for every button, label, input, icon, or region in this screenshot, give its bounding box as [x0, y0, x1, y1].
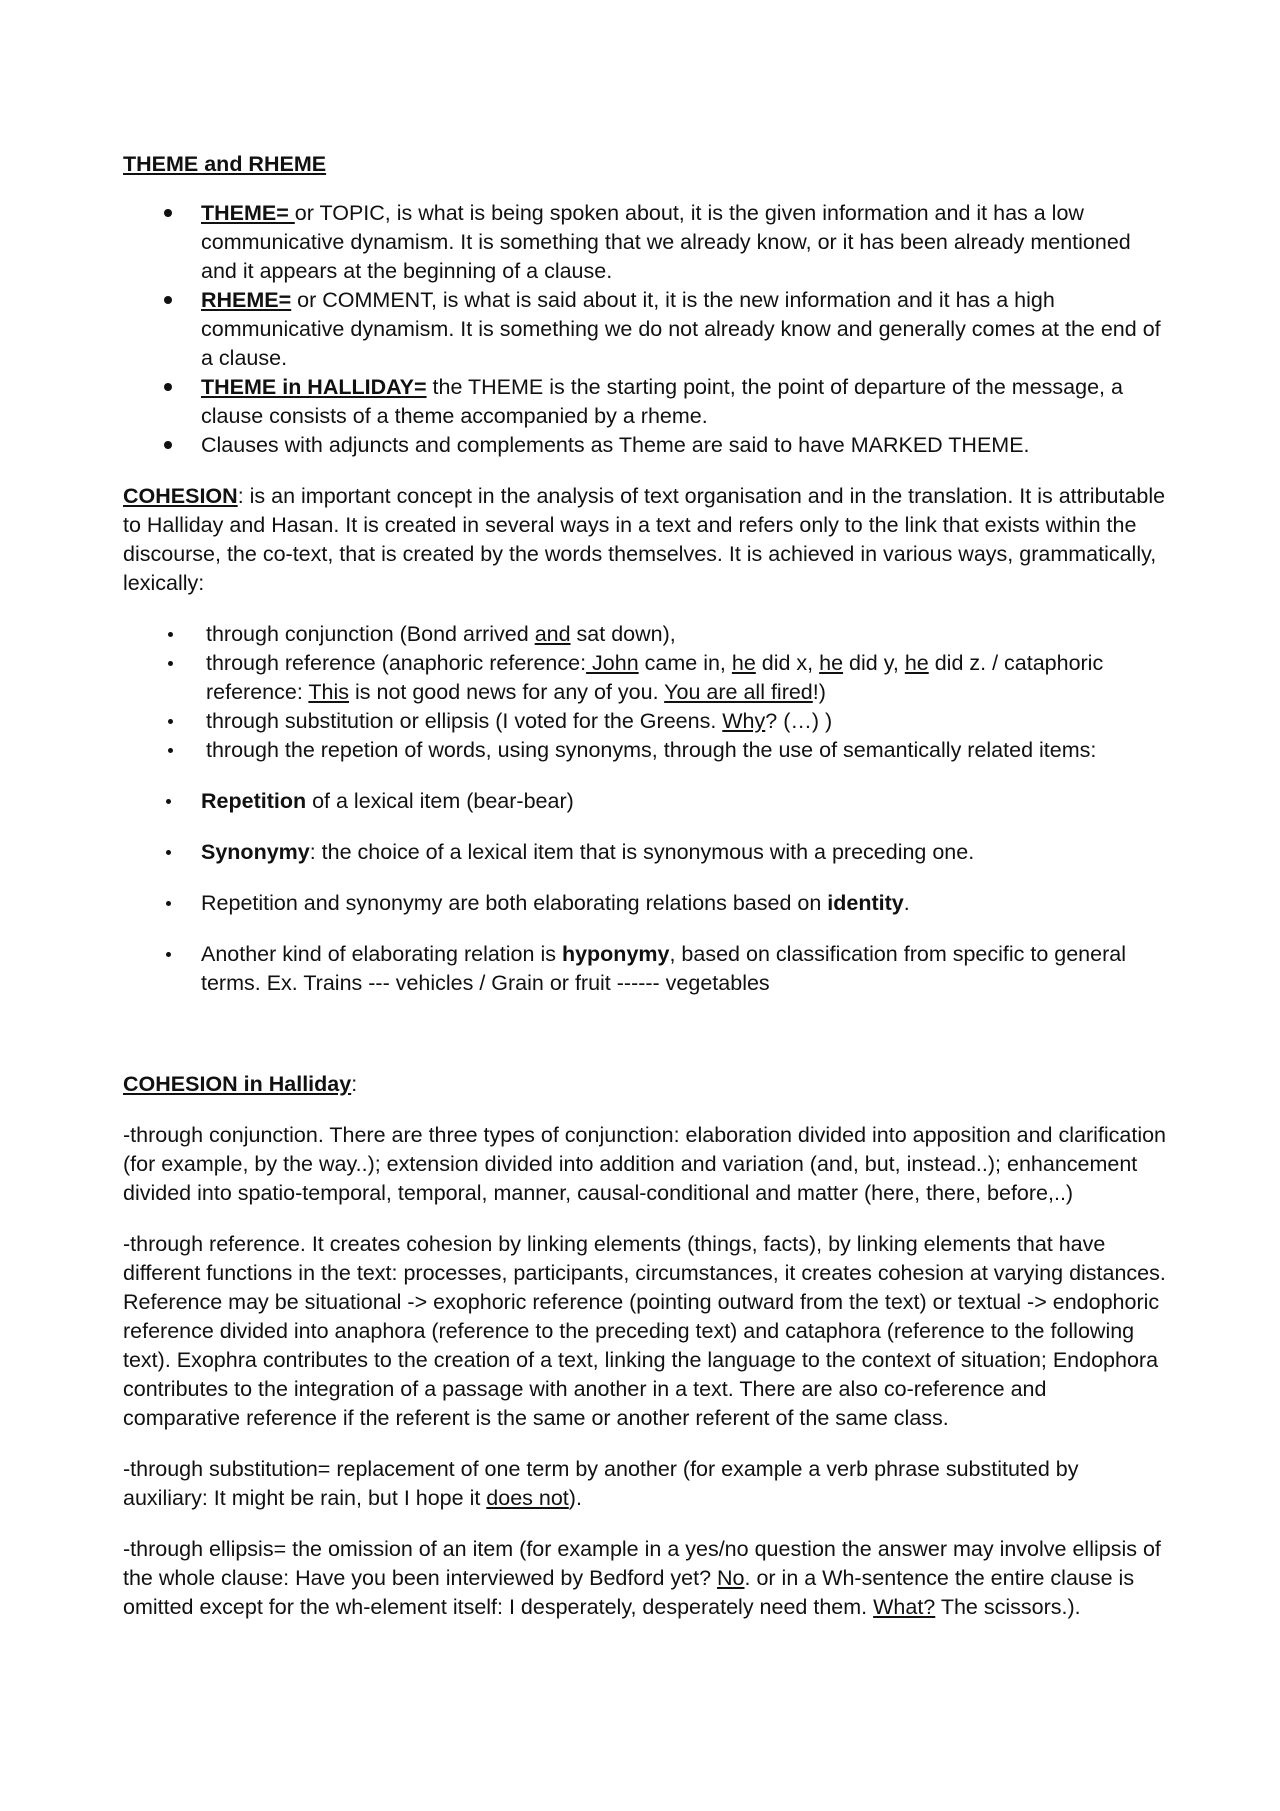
list-item-rheme	[123, 286, 1168, 373]
paragraph-ellipsis: -through ellipsis= the omission of an item (for example in a yes/no question the answer may involve ellipsis of the whole clause: Have you been interviewed by Bedford yet? No. or in a Wh-sentence the entire clause is omitted except for the wh-element itself: I desperately, desperately need them. What? The scissors.).	[123, 1537, 1161, 1619]
list-item-theme-halliday	[123, 373, 1168, 431]
definition-text: the THEME is the starting point, the point of departure of the message, a clause consists of a theme accompanied by a rheme.	[201, 375, 1123, 428]
cohesion-paragraph	[123, 482, 1168, 598]
cohesion-intro: : is an important concept in the analysis of text organisation and in the translation. It is attributable to Halliday and Hasan. It is created in several ways in a text and refers only to the link that exists within the discourse, the co-text, that is created by the words themselves. It is achieved in various ways, grammatically, lexically:	[123, 484, 1166, 595]
document-page	[123, 150, 1168, 1644]
lexical-relations-list	[123, 787, 1168, 998]
definition-text: or TOPIC, is what is being spoken about, it is the given information and it has a low communicative dynamism. It is something that we already know, or it has been already mentioned and it appears at the beginning of a clause.	[201, 201, 1131, 283]
list-item-identity: Repetition and synonymy are both elaborating relations based on identity.	[123, 889, 1168, 918]
term-cohesion: COHESION	[123, 484, 238, 508]
term-rheme: RHEME=	[201, 288, 292, 312]
paragraph-substitution: -through substitution= replacement of one term by another (for example a verb phrase substituted by auxiliary: It might be rain, but I hope it does not).	[123, 1457, 1079, 1510]
halliday-heading: COHESION in Halliday:	[123, 1072, 358, 1096]
list-item-repetition: Repetition of a lexical item (bear-bear)	[123, 787, 1168, 816]
section-title-cohesion-halliday: COHESION in Halliday	[123, 1072, 352, 1096]
definition-text: or COMMENT, is what is said about it, it is the new information and it has a high communicative dynamism. It is something we do not already know and generally comes at the end of a clause.	[201, 288, 1161, 370]
section-title-theme-rheme: THEME and RHEME	[123, 152, 327, 176]
list-item-synonymy: Synonymy: the choice of a lexical item that is synonymous with a preceding one.	[123, 838, 1168, 867]
list-item-substitution: through substitution or ellipsis (I voted for the Greens. Why? (…) )	[123, 707, 1168, 736]
list-item-marked-theme	[123, 431, 1168, 460]
list-item-conjunction: through conjunction (Bond arrived and sat down),	[123, 620, 1168, 649]
paragraph-conjunction: -through conjunction. There are three types of conjunction: elaboration divided into apposition and clarification (for example, by the way..); extension divided into addition and variation (and, but, instead..); enhancement divided into spatio-temporal, temporal, manner, causal-conditional and matter (here, there, before,..)	[123, 1123, 1167, 1205]
cohesion-ways-list	[123, 620, 1168, 765]
list-item-reference: through reference (anaphoric reference: John came in, he did x, he did y, he did z. / cataphoric reference: This is not good news for any of you. You are all fired!)	[123, 649, 1168, 707]
paragraph-reference: -through reference. It creates cohesion by linking elements (things, facts), by linking elements that have different functions in the text: processes, participants, circumstances, it creates cohesion at varying distances. Reference may be situational -> exophoric reference (pointing outward from the text) or textual -> endophoric reference divided into anaphora (reference to the preceding text) and cataphora (reference to the following text). Exophra contributes to the creation of a text, linking the language to the context of situation; Endophora contributes to the integration of a passage with another in a text. There are also co-reference and comparative reference if the referent is the same or another referent of the same class.	[123, 1232, 1166, 1430]
definition-text: Clauses with adjuncts and complements as Theme are said to have MARKED THEME.	[201, 433, 1030, 457]
term-theme-halliday: THEME in HALLIDAY=	[201, 375, 427, 399]
list-item-theme	[123, 199, 1168, 286]
theme-rheme-list	[123, 199, 1168, 460]
list-item-hyponymy: Another kind of elaborating relation is hyponymy, based on classification from specific to general terms. Ex. Trains --- vehicles / Grain or fruit ------ vegetables	[123, 940, 1168, 998]
list-item-repetition-words: through the repetion of words, using synonyms, through the use of semantically related items:	[123, 736, 1168, 765]
term-theme: THEME=	[201, 201, 295, 225]
